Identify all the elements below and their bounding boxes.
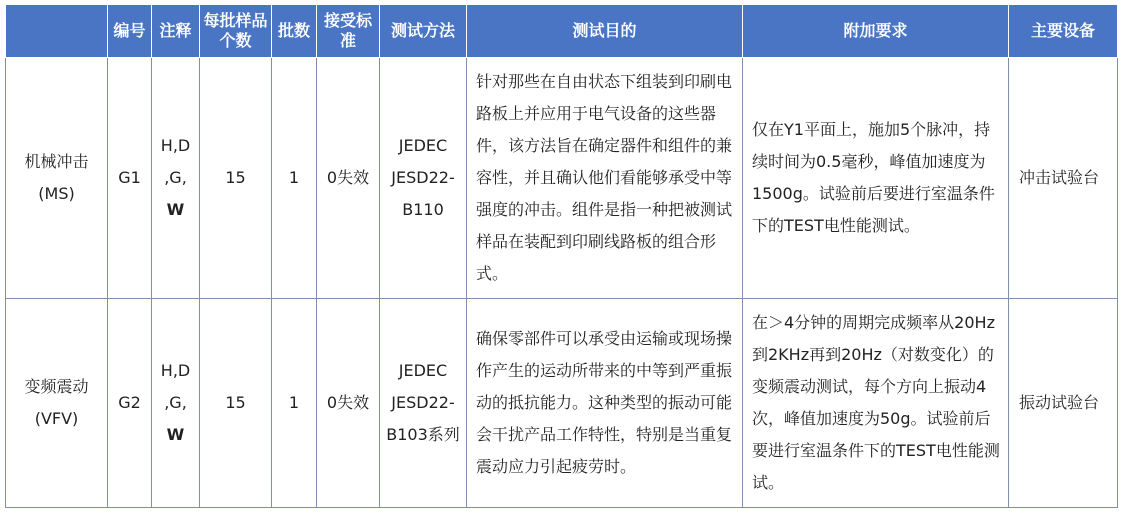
- batch-count: 1: [272, 58, 317, 299]
- header-purpose: 测试目的: [467, 5, 743, 58]
- header-note: 注释: [152, 5, 200, 58]
- header-id: 编号: [108, 5, 152, 58]
- test-purpose: 确保零部件可以承受由运输或现场操作产生的运动所带来的中等到严重振动的抵抗能力。这种类型的振动可能会干扰产品工作特性，特别是当重复震动应力引起疲劳时。: [467, 299, 743, 508]
- test-name-cell: [6, 58, 108, 299]
- note-line: ,G,: [164, 168, 187, 187]
- method-line: B103系列: [386, 425, 460, 444]
- header-requirements: 附加要求: [743, 5, 1009, 58]
- test-method-cell: [380, 58, 467, 299]
- main-equipment: 振动试验台: [1009, 299, 1118, 508]
- main-equipment: 冲击试验台: [1009, 58, 1118, 299]
- note-cell: [152, 299, 200, 508]
- note-cell: [152, 58, 200, 299]
- additional-requirements: 仅在Y1平面上，施加5个脉冲，持续时间为0.5毫秒，峰值加速度为1500g。试验前后要进行室温条件下的TEST电性能测试。: [743, 58, 1009, 299]
- acceptance-criteria: 0失效: [317, 299, 380, 508]
- header-batches: 批数: [272, 5, 317, 58]
- note-line: W: [166, 200, 185, 219]
- table-row: [6, 58, 1118, 299]
- header-samples: 每批样品个数: [200, 5, 272, 58]
- test-name: 变频震动: [24, 377, 89, 396]
- test-id: G1: [108, 58, 152, 299]
- samples-per-batch: 15: [200, 299, 272, 508]
- spec-table-container: [5, 4, 1117, 508]
- test-purpose: 针对那些在自由状态下组装到印刷电路板上并应用于电气设备的这些器件，该方法旨在确定器件和组件的兼容性，并且确认他们看能够承受中等强度的冲击。组件是指一种把被测试样品在装配到印刷线路板的组合形式。: [467, 58, 743, 299]
- method-line: JEDEC: [398, 361, 448, 380]
- table-row: [6, 299, 1118, 508]
- test-name-cell: [6, 299, 108, 508]
- test-id: G2: [108, 299, 152, 508]
- header-equipment: 主要设备: [1009, 5, 1118, 58]
- test-name: 机械冲击: [24, 152, 89, 171]
- batch-count: 1: [272, 299, 317, 508]
- test-abbrev: (MS): [38, 184, 75, 203]
- note-line: ,G,: [164, 393, 187, 412]
- test-spec-table: [5, 4, 1118, 508]
- header-name: [6, 5, 108, 58]
- method-line: JEDEC: [398, 136, 448, 155]
- test-abbrev: (VFV): [34, 409, 79, 428]
- note-line: W: [166, 425, 185, 444]
- note-line: H,D: [160, 136, 191, 155]
- header-accept: 接受标准: [317, 5, 380, 58]
- additional-requirements: 在＞4分钟的周期完成频率从20Hz到2KHz再到20Hz（对数变化）的变频震动测试，每个方向上振动4次，峰值加速度为50g。试验前后要进行室温条件下的TEST电性能测试。: [743, 299, 1009, 508]
- samples-per-batch: 15: [200, 58, 272, 299]
- method-line: JESD22-: [391, 168, 455, 187]
- method-line: JESD22-: [391, 393, 455, 412]
- header-row: [6, 5, 1118, 58]
- method-line: B110: [402, 200, 444, 219]
- acceptance-criteria: 0失效: [317, 58, 380, 299]
- test-method-cell: [380, 299, 467, 508]
- header-method: 测试方法: [380, 5, 467, 58]
- note-line: H,D: [160, 361, 191, 380]
